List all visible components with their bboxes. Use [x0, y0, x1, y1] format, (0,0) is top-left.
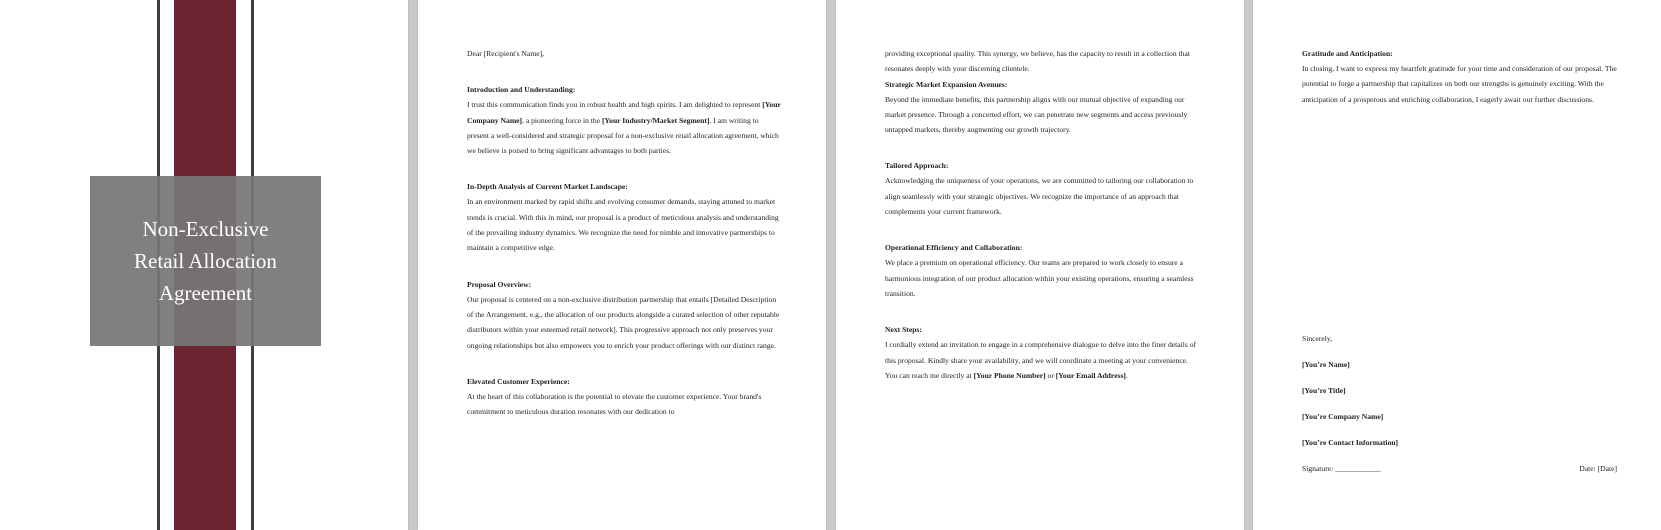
section-heading: Introduction and Understanding:	[467, 85, 576, 95]
section-body: Beyond the immediate benefits, this partnership aligns with our mutual objective of expanding our market presence. Through a concerted effort, we can penetrate new segments and access previously untapped markets, thereby augmenting our growth trajectory.	[885, 94, 1188, 135]
sender-company: [You’re Company Name]	[1302, 412, 1384, 421]
page-content	[885, 46, 1200, 404]
email-placeholder: [Your Email Address]	[1055, 370, 1126, 380]
section-operational-efficiency	[885, 240, 1200, 301]
section-heading: Gratitude and Anticipation:	[1302, 49, 1393, 58]
letter-page-3	[1253, 0, 1661, 530]
phone-placeholder: [Your Phone Number]	[973, 370, 1046, 380]
section-tailored-approach	[885, 158, 1200, 219]
section-heading: Tailored Approach:	[885, 161, 949, 171]
section-next-steps	[885, 322, 1200, 383]
document-title	[121, 213, 291, 309]
section-heading: In-Depth Analysis of Current Market Landscape:	[467, 182, 628, 192]
industry-placeholder: [Your Industry/Market Segment]	[601, 115, 710, 125]
section-heading: Proposal Overview:	[467, 279, 532, 289]
company-name-placeholder: [Your Company Name]	[467, 100, 781, 125]
signature-date-row	[1302, 464, 1617, 474]
section-heading: Elevated Customer Experience:	[467, 376, 570, 386]
page-content	[1302, 46, 1617, 128]
sender-title: [You’re Title]	[1302, 386, 1346, 395]
title-line-3: Agreement	[158, 281, 253, 305]
section-heading: Next Steps:	[885, 325, 922, 335]
signature-label: Signature: ____________	[1302, 464, 1381, 473]
cover-page	[0, 0, 408, 530]
section-market-analysis	[467, 179, 782, 255]
section-body: Our proposal is centered on a non-exclusive distribution partnership that entails [Detailed Description of the Arrangement, e.g., the allocation of our products alongside a curated selection of other reputable distributors within your esteemed retail network]. This progressive approach not only preserves your ongoing relationships but also empowers you to enrich your product offerings with our distinct range.	[467, 294, 780, 350]
section-body: At the heart of this collaboration is the potential to elevate the customer experience. Your brand's commitment to meticulous duration resonates with our dedication to	[467, 391, 762, 417]
section-body: Acknowledging the uniqueness of your operations, we are committed to tailoring our collaboration to align seamlessly with your strategic objectives. We recognize the importance of an approach that complements your current framework.	[885, 176, 1194, 217]
section-heading: Operational Efficiency and Collaboration:	[885, 243, 1023, 253]
section-gratitude	[1302, 46, 1617, 107]
sender-contact: [You’re Contact Information]	[1302, 438, 1399, 447]
title-line-2: Retail Allocation	[134, 249, 277, 273]
section-market-expansion	[885, 77, 1200, 138]
cover-title-box	[90, 176, 321, 346]
title-line-1: Non-Exclusive	[142, 217, 269, 241]
section-customer-experience	[467, 374, 782, 420]
signature-block	[1302, 334, 1617, 474]
salutation: Dear [Recipient's Name],	[467, 49, 545, 58]
sender-name: [You’re Name]	[1302, 360, 1350, 369]
section-body: We place a premium on operational efficiency. Our teams are prepared to work closely to ensure a harmonious integration of our product allocation within your existing operations, ensuring a seamless transition.	[885, 258, 1194, 298]
letter-page-1	[418, 0, 826, 530]
section-introduction	[467, 82, 782, 158]
date-label: Date: [Date]	[1579, 464, 1617, 473]
page-content	[467, 46, 782, 440]
closing: Sincerely,	[1302, 334, 1333, 343]
section-heading: Strategic Market Expansion Avenues:	[885, 79, 1008, 89]
continuation-text: providing exceptional quality. This synergy, we believe, has the capacity to result in a collection that resonates deeply with your discerning clientele.	[885, 49, 1190, 74]
section-proposal-overview	[467, 277, 782, 353]
section-body: In an environment marked by rapid shifts and evolving consumer demands, staying attuned to market trends is crucial. With this in mind, our proposal is a product of meticulous analysis and understanding of the prevailing industry dynamics. We recognize the need for nimble and innovative partnerships to maintain a competitive edge.	[467, 197, 779, 253]
letter-page-2	[836, 0, 1244, 530]
section-body: I trust this communication finds you in robust health and high spirits. I am delighted to represent [Your Company Name], a pioneering force in the [Your Industry/Market Segment]. I am writing to present a well-considered and strategic proposal for a non-exclusive retail allocation agreement, which we believe is poised to bring significant advantages to both parties.	[467, 100, 781, 156]
section-body: In closing, I want to express my heartfelt gratitude for your time and consideration of our proposal. The potential to forge a partnership that capitalizes on both our strengths is genuinely exciting. With the anticipation of a prosperous and enriching collaboration, I eagerly await our further discussions.	[1302, 64, 1617, 104]
section-body: I cordially extend an invitation to engage in a comprehensive dialogue to delve into the finer details of this proposal. Kindly share your availability, and we will coordinate a meeting at your convenience. You can reach me directly at [Your Phone Number] or [Your Email Address].	[885, 340, 1197, 380]
